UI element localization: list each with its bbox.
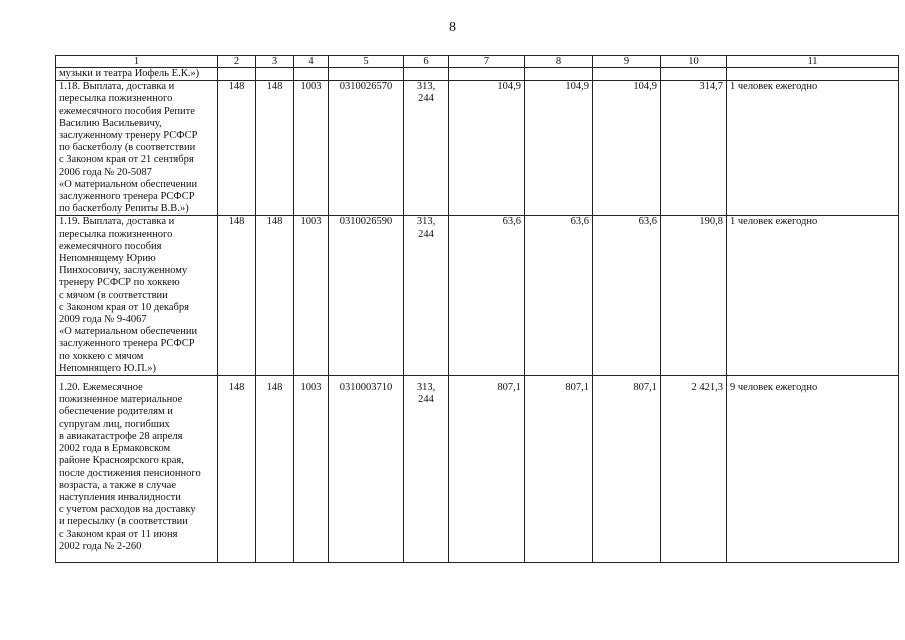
column-header: 2 xyxy=(218,56,256,68)
column-header: 6 xyxy=(404,56,449,68)
col11-cell: 1 человек ежегодно xyxy=(727,81,899,216)
col6-cell: 313, 244 xyxy=(404,216,449,376)
empty-cell xyxy=(256,68,294,81)
empty-cell xyxy=(593,68,661,81)
col4-cell: 1003 xyxy=(294,376,329,563)
col10-cell: 190,8 xyxy=(661,216,727,376)
empty-cell xyxy=(727,68,899,81)
col10-cell: 2 421,3 xyxy=(661,376,727,563)
empty-cell xyxy=(661,68,727,81)
col8-cell: 63,6 xyxy=(525,216,593,376)
empty-cell xyxy=(404,68,449,81)
table-row xyxy=(56,376,899,563)
col7-cell: 104,9 xyxy=(449,81,525,216)
page-number: 8 xyxy=(449,20,456,35)
item-description: 1.18. Выплата, доставка и пересылка пожизненного ежемесячного пособия Репите Василию Васильевичу, заслуженному тренеру РСФСР по баскетболу (в соответствии с Законом края от 21 сентября 2006 года № 20-5087 «О материальном обеспечении заслуженного тренера РСФСР по баскетболу Репиты В.В.») xyxy=(56,81,218,216)
col3-cell: 148 xyxy=(256,376,294,563)
col11-cell: 9 человек ежегодно xyxy=(727,376,899,563)
column-header: 8 xyxy=(525,56,593,68)
column-header: 7 xyxy=(449,56,525,68)
column-header: 4 xyxy=(294,56,329,68)
column-header: 3 xyxy=(256,56,294,68)
col10-cell: 314,7 xyxy=(661,81,727,216)
col6-cell: 313, 244 xyxy=(404,376,449,563)
empty-cell xyxy=(525,68,593,81)
budget-table xyxy=(55,55,899,563)
empty-cell xyxy=(449,68,525,81)
col7-cell: 63,6 xyxy=(449,216,525,376)
col3-cell: 148 xyxy=(256,81,294,216)
continuation-row xyxy=(56,68,899,81)
column-header: 11 xyxy=(727,56,899,68)
column-header: 10 xyxy=(661,56,727,68)
column-header: 5 xyxy=(329,56,404,68)
col2-cell: 148 xyxy=(218,216,256,376)
col4-cell: 1003 xyxy=(294,81,329,216)
table-row xyxy=(56,81,899,216)
col2-cell: 148 xyxy=(218,81,256,216)
item-description: 1.19. Выплата, доставка и пересылка пожизненного ежемесячного пособия Непомнящему Юрию Пинхосовичу, заслуженному тренеру РСФСР по хоккею с мячом (в соответствии с Законом края от 10 декабря 2009 года № 9-4067 «О материальном обеспечении заслуженного тренера РСФСР по хоккею с мячом Непомнящего Ю.П.») xyxy=(56,216,218,376)
col6-cell: 313, 244 xyxy=(404,81,449,216)
table-row xyxy=(56,216,899,376)
col5-cell: 0310026570 xyxy=(329,81,404,216)
col3-cell: 148 xyxy=(256,216,294,376)
empty-cell xyxy=(218,68,256,81)
col5-cell: 0310003710 xyxy=(329,376,404,563)
col8-cell: 104,9 xyxy=(525,81,593,216)
empty-cell xyxy=(294,68,329,81)
col5-cell: 0310026590 xyxy=(329,216,404,376)
col9-cell: 104,9 xyxy=(593,81,661,216)
col8-cell: 807,1 xyxy=(525,376,593,563)
empty-cell xyxy=(329,68,404,81)
col2-cell: 148 xyxy=(218,376,256,563)
item-description: 1.20. Ежемесячное пожизненное материальное обеспечение родителям и супругам лиц, погибших в авиакатастрофе 28 апреля 2002 года в Ермаковском районе Красноярского края, после достижения пенсионного возраста, а также в случае наступления инвалидности с учетом расходов на доставку и пересылку (в соответствии с Законом края от 11 июня 2002 года № 2-260 xyxy=(56,376,218,563)
col11-cell: 1 человек ежегодно xyxy=(727,216,899,376)
col4-cell: 1003 xyxy=(294,216,329,376)
col9-cell: 63,6 xyxy=(593,216,661,376)
header-row xyxy=(56,56,899,68)
col9-cell: 807,1 xyxy=(593,376,661,563)
column-header: 1 xyxy=(56,56,218,68)
continuation-cell: музыки и театра Иофель Е.К.») xyxy=(56,68,218,81)
col7-cell: 807,1 xyxy=(449,376,525,563)
column-header: 9 xyxy=(593,56,661,68)
